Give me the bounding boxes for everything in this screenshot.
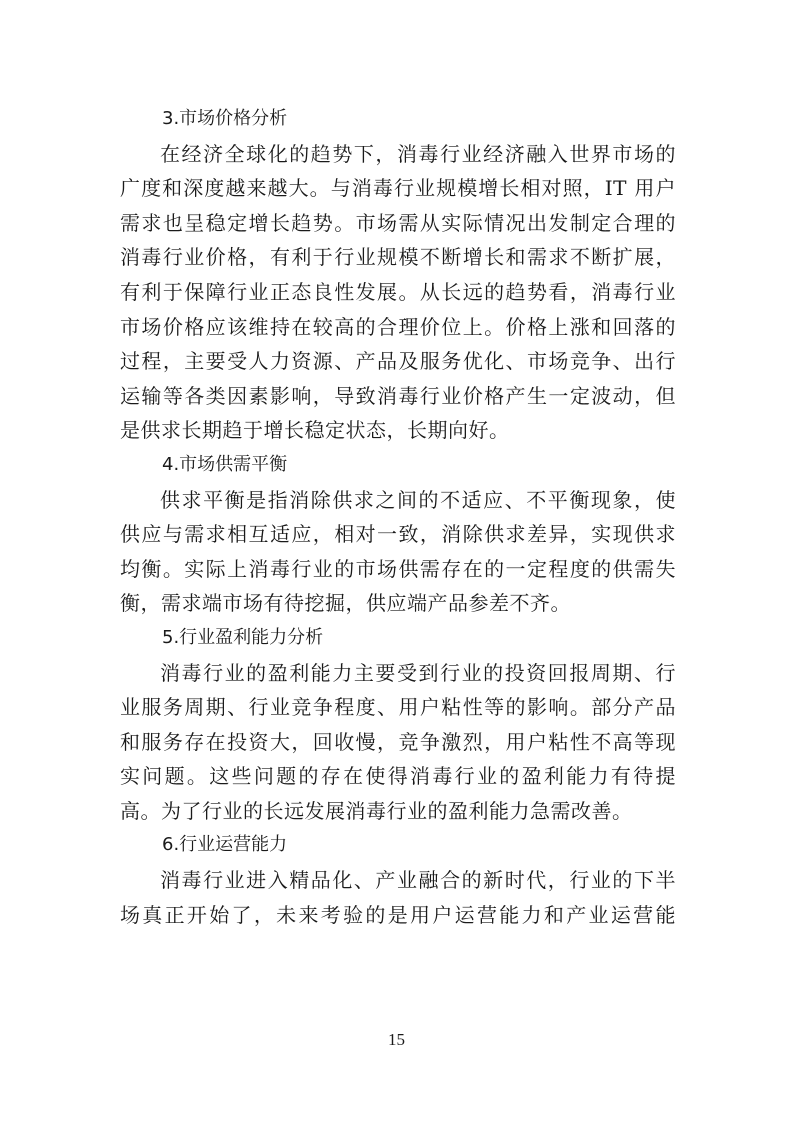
- text-line: 和服务存在投资大，回收慢，竞争激烈，用户粘性不高等现: [120, 729, 676, 754]
- text-line: 是供求长期趋于增长稳定状态，长期向好。: [120, 418, 510, 443]
- text-line: 高。为了行业的长远发展消毒行业的盈利能力急需改善。: [120, 798, 633, 823]
- paragraph-price-analysis: [120, 137, 676, 448]
- section-heading-operations: 6.行业运营能力: [162, 834, 288, 856]
- text-line: 需求也呈稳定增长趋势。市场需从实际情况出发制定合理的: [120, 210, 676, 235]
- text-line: 衡，需求端市场有待挖掘，供应端产品参差不齐。: [120, 591, 571, 616]
- document-body: [120, 102, 676, 932]
- text-line: 场真正开始了，未来考验的是用户运营能力和产业运营能: [120, 902, 676, 927]
- text-line: 消毒行业价格，有利于行业规模不断增长和需求不断扩展，: [120, 245, 676, 270]
- text-line: 有利于保障行业正态良性发展。从长远的趋势看，消毒行业: [120, 279, 676, 304]
- paragraph-operations: [120, 863, 676, 932]
- text-line: 广度和深度越来越大。与消毒行业规模增长相对照，IT 用户: [120, 176, 676, 201]
- text-line: 供求平衡是指消除供求之间的不适应、不平衡现象，使: [160, 487, 676, 512]
- text-line: 过程，主要受人力资源、产品及服务优化、市场竞争、出行: [120, 349, 676, 374]
- text-line: 在经济全球化的趋势下，消毒行业经济融入世界市场的: [160, 141, 676, 166]
- page-number: 15: [388, 1030, 405, 1049]
- paragraph-supply-demand: [120, 483, 676, 621]
- text-line: 业服务周期、行业竞争程度、用户粘性等的影响。部分产品: [120, 695, 676, 720]
- text-line: 市场价格应该维持在较高的合理价位上。价格上涨和回落的: [120, 314, 676, 339]
- text-line: 消毒行业进入精品化、产业融合的新时代，行业的下半: [160, 868, 676, 893]
- section-heading-profitability: 5.行业盈利能力分析: [162, 626, 324, 648]
- text-line: 消毒行业的盈利能力主要受到行业的投资回报周期、行: [160, 660, 676, 685]
- section-heading-supply-demand: 4.市场供需平衡: [162, 453, 288, 475]
- paragraph-profitability: [120, 656, 676, 829]
- text-line: 运输等各类因素影响，导致消毒行业价格产生一定波动，但: [120, 383, 676, 408]
- text-line: 均衡。实际上消毒行业的市场供需存在的一定程度的供需失: [120, 556, 676, 581]
- section-heading-price-analysis: 3.市场价格分析: [162, 108, 288, 129]
- text-line: 供应与需求相互适应，相对一致，消除供求差异，实现供求: [120, 522, 676, 547]
- text-line: 实问题。这些问题的存在使得消毒行业的盈利能力有待提: [120, 764, 676, 789]
